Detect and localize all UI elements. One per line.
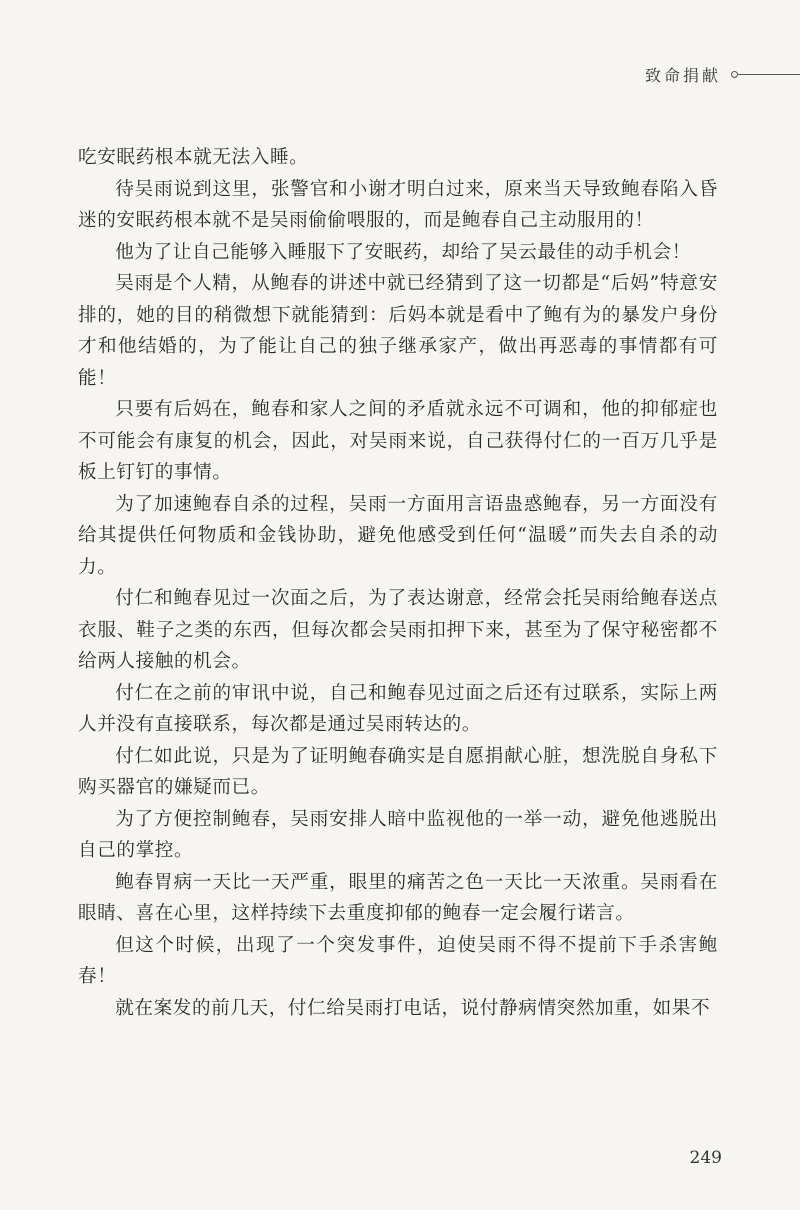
paragraph: 付仁在之前的审讯中说，自己和鲍春见过面之后还有过联系，实际上两人并没有直接联系，每次都是通过吴雨转达的。 [78, 682, 718, 735]
paragraph: 就在案发的前几天，付仁给吴雨打电话，说付静病情突然加重，如果不 [115, 997, 711, 1019]
page-number: 249 [689, 1148, 722, 1168]
paragraph-continued: 吃安眠药根本就无法入睡。 [78, 147, 309, 168]
paragraph: 他为了让自己能够入睡服下了安眠药，却给了吴云最佳的动手机会！ [115, 241, 692, 263]
paragraph: 只要有后妈在，鲍春和家人之间的矛盾就永远不可调和，他的抑郁症也不可能会有康复的机会，因此，对吴雨来说，自己获得付仁的一百万几乎是板上钉钉的事情。 [78, 399, 718, 483]
paragraph: 为了方便控制鲍春，吴雨安排人暗中监视他的一举一动，避免他逃脱出自己的掌控。 [78, 808, 718, 861]
running-header [645, 60, 800, 88]
body-text [78, 142, 718, 1024]
paragraph: 但这个时候，出现了一个突发事件，迫使吴雨不得不提前下手杀害鲍春！ [78, 934, 718, 987]
paragraph: 付仁和鲍春见过一次面之后，为了表达谢意，经常会托吴雨给鲍春送点衣服、鞋子之类的东西，但每次都会吴雨扣押下来，甚至为了保守秘密都不给两人接触的机会。 [78, 588, 718, 672]
running-title: 致命捐献 [644, 65, 721, 85]
paragraph: 付仁如此说，只是为了证明鲍春确实是自愿捐献心脏，想洗脱自身私下购买器官的嫌疑而已。 [78, 745, 718, 798]
paragraph: 为了加速鲍春自杀的过程，吴雨一方面用言语蛊惑鲍春，另一方面没有给其提供任何物质和金钱协助，避免他感受到任何“温暖”而失去自杀的动力。 [78, 493, 718, 578]
paragraph: 待吴雨说到这里，张警官和小谢才明白过来，原来当天导致鲍春陷入昏迷的安眠药根本就不是吴雨偷偷喂服的，而是鲍春自己主动服用的！ [78, 178, 718, 231]
header-circle-ornament [731, 71, 738, 78]
header-rule [738, 74, 800, 75]
paragraph: 鲍春胃病一天比一天严重，眼里的痛苦之色一天比一天浓重。吴雨看在眼睛、喜在心里，这样持续下去重度抑郁的鲍春一定会履行诺言。 [78, 871, 718, 924]
paragraph: 吴雨是个人精，从鲍春的讲述中就已经猜到了这一切都是“后妈”特意安排的，她的目的稍微想下就能猜到：后妈本就是看中了鲍有为的暴发户身份才和他结婚的，为了能让自己的独子继承家产，做出再恶毒的事情都有可能！ [78, 273, 718, 389]
header-ornament [731, 71, 800, 78]
